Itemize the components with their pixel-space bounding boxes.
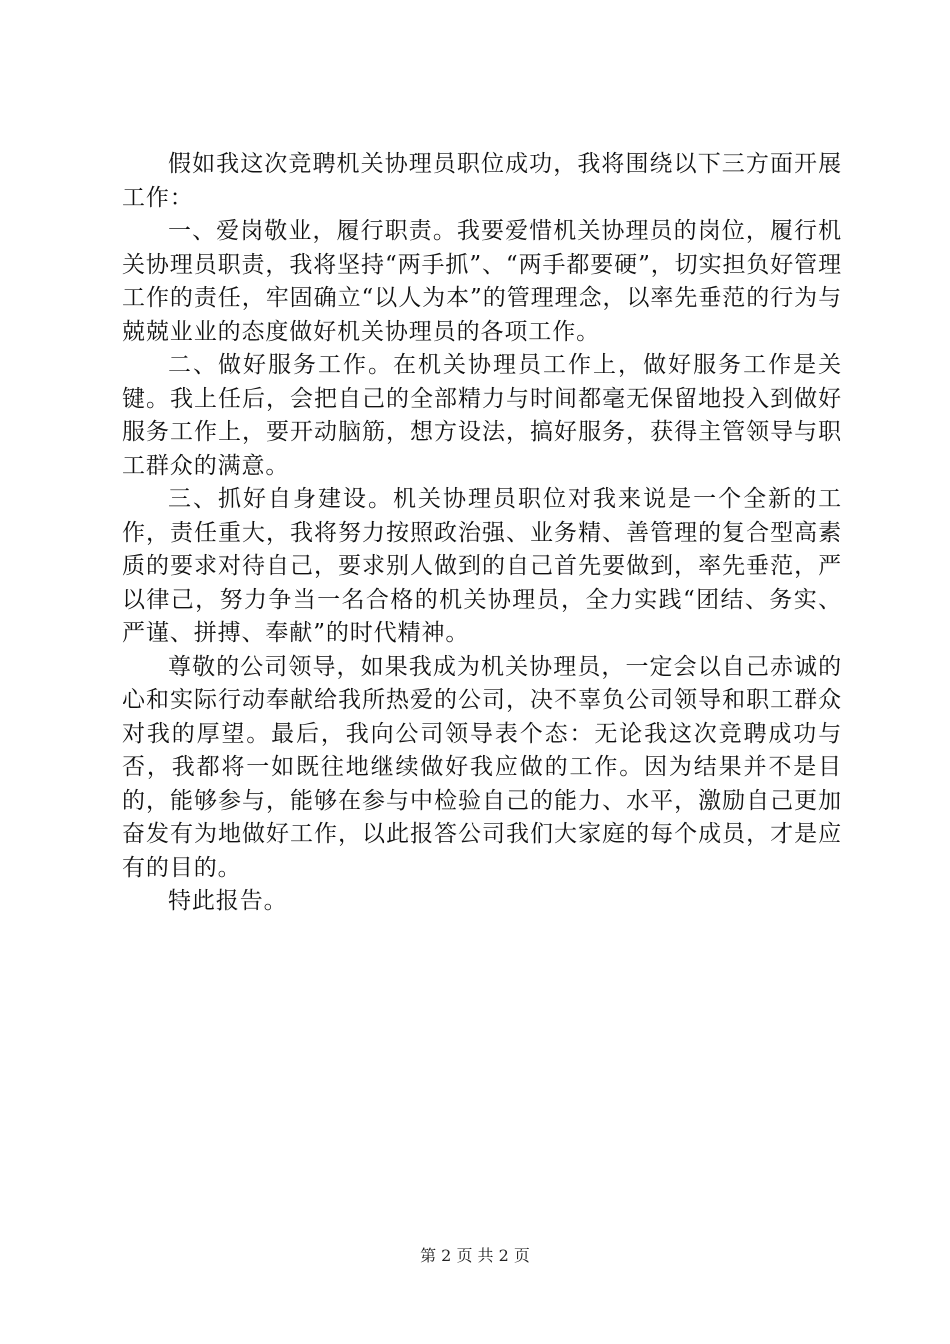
paragraph-closing: 尊敬的公司领导，如果我成为机关协理员，一定会以自己赤诚的心和实际行动奉献给我所热爱的公司，决不辜负公司领导和职工群众对我的厚望。最后，我向公司领导表个态：无论我这次竞聘成功与否，我都将一如既往地继续做好我应做的工作。因为结果并不是目的，能够参与，能够在参与中检验自己的能力、水平，激励自己更加奋发有为地做好工作，以此报答公司我们大家庭的每个成员，才是应有的目的。 bbox=[122, 653, 842, 881]
paragraph-point-one: 一、爱岗敬业，履行职责。我要爱惜机关协理员的岗位，履行机关协理员职责，我将坚持“两手抓”、“两手都要硬”，切实担负好管理工作的责任，牢固确立“以人为本”的管理理念，以率先垂范的行为与兢兢业业的态度做好机关协理员的各项工作。 bbox=[122, 218, 842, 345]
document-body bbox=[122, 148, 842, 919]
paragraph-point-three: 三、抓好自身建设。机关协理员职位对我来说是一个全新的工作，责任重大，我将努力按照政治强、业务精、善管理的复合型高素质的要求对待自己，要求别人做到的自己首先要做到，率先垂范，严以律己，努力争当一名合格的机关协理员，全力实践“团结、务实、严谨、拼搏、奉献”的时代精神。 bbox=[122, 486, 842, 646]
paragraph-intro: 假如我这次竞聘机关协理员职位成功，我将围绕以下三方面开展工作： bbox=[122, 151, 842, 211]
page-number-footer: 第 2 页 共 2 页 bbox=[420, 1246, 530, 1265]
paragraph-signoff: 特此报告。 bbox=[168, 888, 288, 914]
paragraph-point-two: 二、做好服务工作。在机关协理员工作上，做好服务工作是关键。我上任后，会把自己的全部精力与时间都毫无保留地投入到做好服务工作上，要开动脑筋，想方设法，搞好服务，获得主管领导与职工群众的满意。 bbox=[122, 352, 842, 479]
